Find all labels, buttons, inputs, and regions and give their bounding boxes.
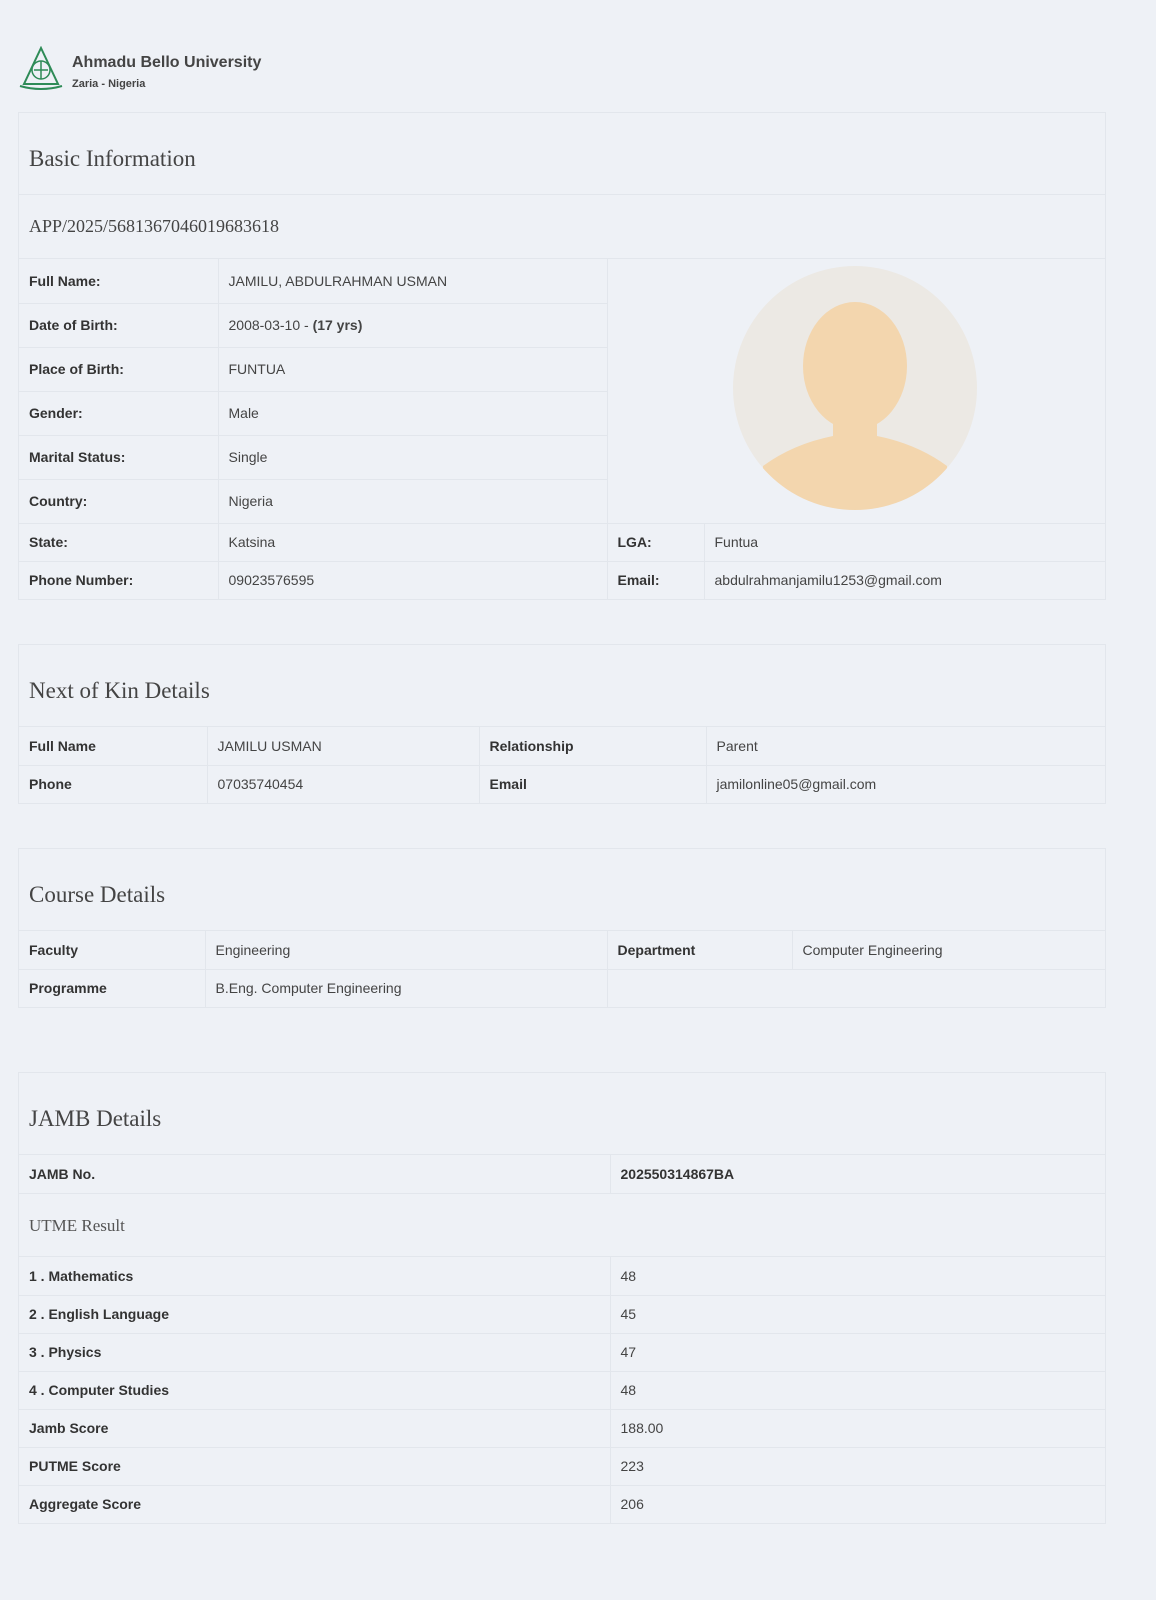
marital-status-value: Single bbox=[218, 435, 607, 479]
putme-score-label: PUTME Score bbox=[19, 1447, 610, 1485]
department-label: Department bbox=[607, 931, 792, 969]
section-title-next-of-kin: Next of Kin Details bbox=[19, 645, 1105, 727]
state-label: State: bbox=[19, 523, 218, 561]
lga-label: LGA: bbox=[607, 523, 704, 561]
course-details-section bbox=[18, 848, 1106, 1008]
avatar bbox=[733, 266, 977, 510]
pob-value: FUNTUA bbox=[218, 347, 607, 391]
section-title-basic-information: Basic Information bbox=[19, 113, 1105, 195]
gender-label: Gender: bbox=[19, 391, 218, 435]
header bbox=[18, 46, 261, 92]
country-value: Nigeria bbox=[218, 479, 607, 523]
subject-score: 48 bbox=[610, 1371, 1105, 1409]
section-title-course-details: Course Details bbox=[19, 849, 1105, 931]
marital-status-label: Marital Status: bbox=[19, 435, 218, 479]
university-logo bbox=[18, 46, 64, 92]
avatar-placeholder-icon bbox=[733, 266, 977, 510]
basic-information-table bbox=[19, 259, 1105, 599]
course-details-table bbox=[19, 931, 1105, 1007]
kin-phone-value: 07035740454 bbox=[207, 765, 479, 803]
next-of-kin-section bbox=[18, 644, 1106, 804]
jamb-score-value: 188.00 bbox=[610, 1409, 1105, 1447]
country-label: Country: bbox=[19, 479, 218, 523]
subject-label: 4 . Computer Studies bbox=[19, 1371, 610, 1409]
subject-score: 48 bbox=[610, 1257, 1105, 1295]
photo-cell bbox=[607, 259, 1105, 523]
lga-value: Funtua bbox=[704, 523, 1105, 561]
kin-email-value: jamilonline05@gmail.com bbox=[706, 765, 1105, 803]
utme-results-table bbox=[19, 1257, 1105, 1523]
pob-label: Place of Birth: bbox=[19, 347, 218, 391]
full-name-label: Full Name: bbox=[19, 259, 218, 303]
basic-information-section bbox=[18, 112, 1106, 600]
subject-label: 3 . Physics bbox=[19, 1333, 610, 1371]
dob-value bbox=[218, 303, 607, 347]
application-number: APP/2025/5681367046019683618 bbox=[19, 195, 1105, 259]
aggregate-score-label: Aggregate Score bbox=[19, 1485, 610, 1523]
kin-relationship-value: Parent bbox=[706, 727, 1105, 765]
dob-age: (17 yrs) bbox=[312, 317, 363, 333]
subject-label: 1 . Mathematics bbox=[19, 1257, 610, 1295]
section-title-jamb-details: JAMB Details bbox=[19, 1073, 1105, 1155]
state-value: Katsina bbox=[218, 523, 607, 561]
jamb-no-value: 202550314867BA bbox=[610, 1155, 1105, 1193]
email-value: abdulrahmanjamilu1253@gmail.com bbox=[704, 561, 1105, 599]
phone-number-value: 09023576595 bbox=[218, 561, 607, 599]
aggregate-score-value: 206 bbox=[610, 1485, 1105, 1523]
jamb-no-label: JAMB No. bbox=[19, 1155, 610, 1193]
kin-email-label: Email bbox=[479, 765, 706, 803]
university-name: Ahmadu Bello University bbox=[72, 54, 262, 71]
jamb-score-label: Jamb Score bbox=[19, 1409, 610, 1447]
jamb-details-section bbox=[18, 1072, 1106, 1524]
subject-label: 2 . English Language bbox=[19, 1295, 610, 1333]
university-location: Zaria - Nigeria bbox=[72, 78, 146, 90]
email-label: Email: bbox=[607, 561, 704, 599]
dob-label: Date of Birth: bbox=[19, 303, 218, 347]
kin-full-name-label: Full Name bbox=[19, 727, 207, 765]
putme-score-value: 223 bbox=[610, 1447, 1105, 1485]
dob-date: 2008-03-10 - bbox=[228, 317, 313, 333]
gender-value: Male bbox=[218, 391, 607, 435]
kin-full-name-value: JAMILU USMAN bbox=[207, 727, 479, 765]
department-value: Computer Engineering bbox=[792, 931, 1105, 969]
full-name-value: JAMILU, ABDULRAHMAN USMAN bbox=[218, 259, 607, 303]
kin-phone-label: Phone bbox=[19, 765, 207, 803]
jamb-number-table bbox=[19, 1155, 1105, 1193]
kin-relationship-label: Relationship bbox=[479, 727, 706, 765]
subject-score: 45 bbox=[610, 1295, 1105, 1333]
phone-number-label: Phone Number: bbox=[19, 561, 218, 599]
programme-label: Programme bbox=[19, 969, 205, 1007]
next-of-kin-table bbox=[19, 727, 1105, 803]
faculty-label: Faculty bbox=[19, 931, 205, 969]
empty-cell bbox=[607, 969, 1105, 1007]
utme-result-title: UTME Result bbox=[19, 1193, 1105, 1257]
subject-score: 47 bbox=[610, 1333, 1105, 1371]
faculty-value: Engineering bbox=[205, 931, 607, 969]
programme-value: B.Eng. Computer Engineering bbox=[205, 969, 607, 1007]
